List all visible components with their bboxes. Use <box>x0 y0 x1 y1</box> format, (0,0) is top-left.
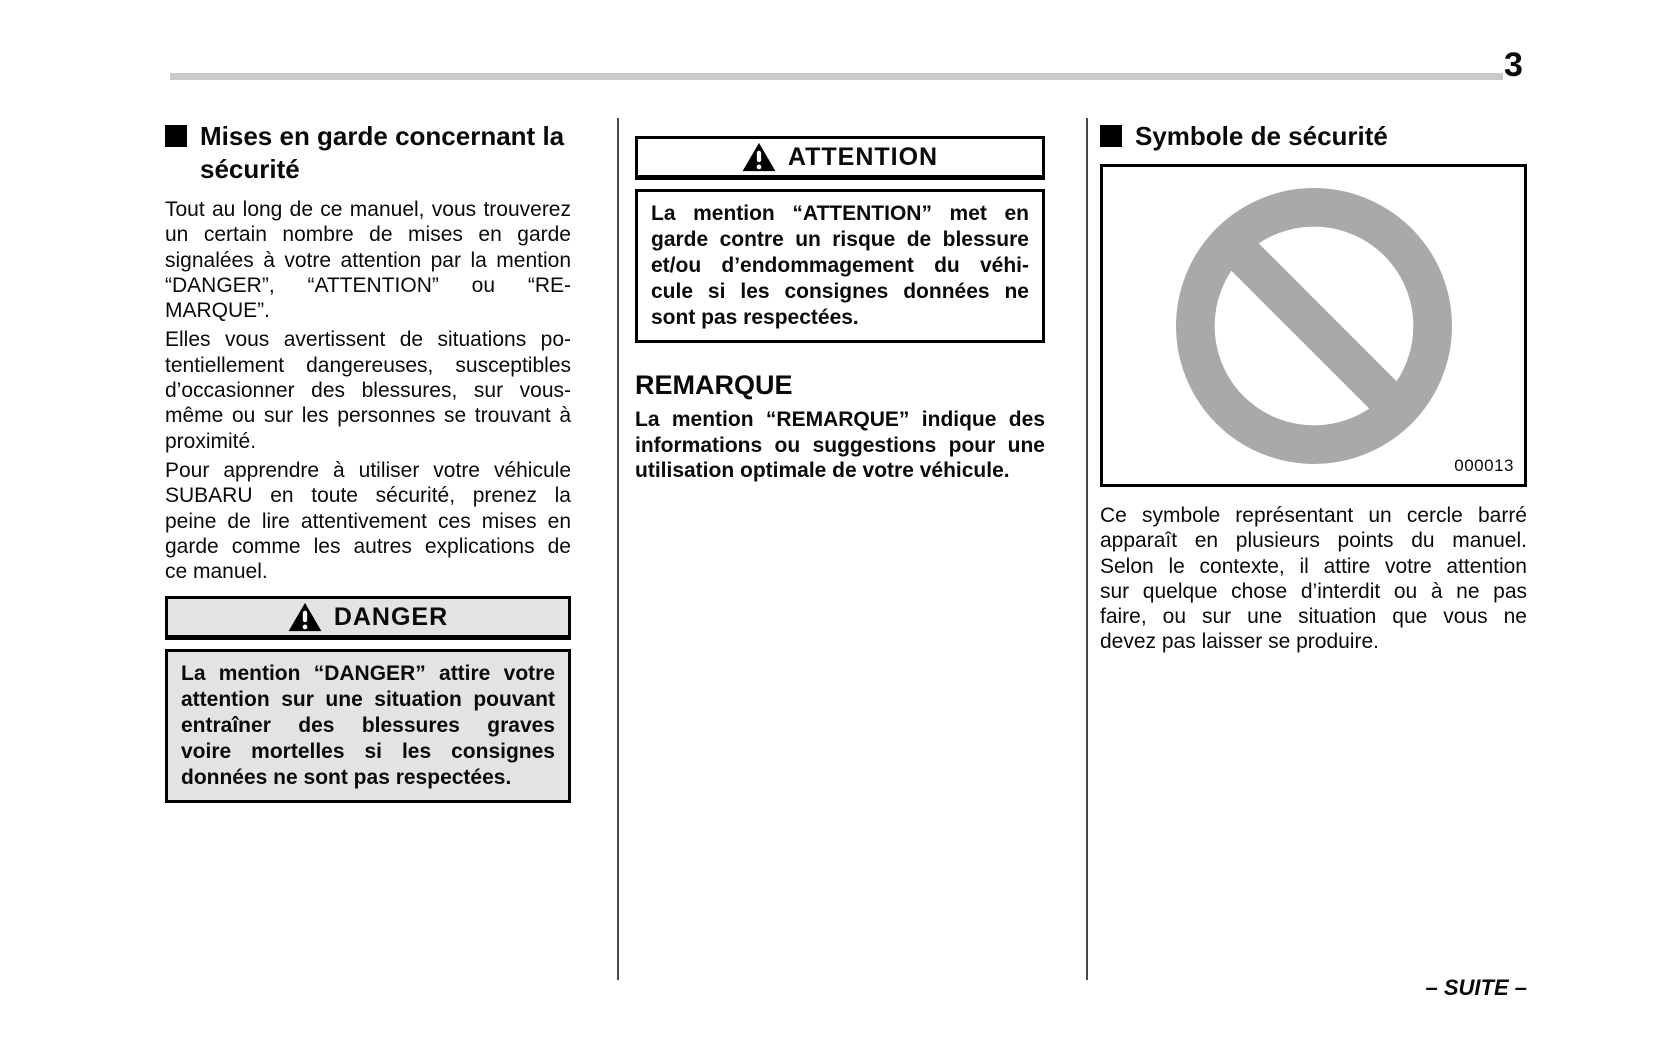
section-heading-mises-en-garde <box>165 120 571 186</box>
section-heading-text: Mises en garde concernant la sécurité <box>200 121 565 184</box>
paragraph-avertissement: Elles vous avertissent de situations po- tentiellement dangereuses, susceptibles d’occasionner des blessures, sur vous- même ou sur les personnes se trouvant à proximité. <box>165 328 571 453</box>
remarque-body: La mention “REMARQUE” indique des informations ou suggestions pour une utilisation optimale de votre véhicule. <box>635 408 1045 483</box>
danger-header-box <box>165 596 571 640</box>
danger-label: DANGER <box>333 602 449 631</box>
remarque-heading: REMARQUE <box>635 370 793 400</box>
section-heading-symbole <box>1100 120 1527 153</box>
danger-body-box: La mention “DANGER” attire votre attention sur une situation pouvant entraîner des blessures graves voire mortelles si les consignes données ne sont pas respectées. <box>165 649 571 803</box>
column-divider <box>617 118 619 980</box>
continuation-marker: – SUITE – <box>1425 975 1527 1000</box>
section-marker-square-icon <box>165 125 187 147</box>
left-column <box>165 120 571 803</box>
attention-label: ATTENTION <box>787 142 939 171</box>
section-heading-text: Symbole de sécurité <box>1135 121 1388 151</box>
attention-header-box <box>635 136 1045 180</box>
header-rule <box>170 73 1503 80</box>
barred-circle-icon <box>1176 188 1452 464</box>
attention-body-box: La mention “ATTENTION” met en garde contre un risque de blessure et/ou d’endommagement du véhi- cule si les consignes données ne sont pas respectées. <box>635 189 1045 343</box>
paragraph-intro: Tout au long de ce manuel, vous trouverez un certain nombre de mises en garde signalées à votre attention par la mention “DANGER”, “ATTENTION” ou “RE- MARQUE”. <box>165 198 571 323</box>
section-marker-square-icon <box>1100 125 1122 147</box>
right-column <box>1100 120 1527 659</box>
figure-caption: 000013 <box>1454 456 1514 475</box>
safety-symbol-figure <box>1100 164 1527 487</box>
warning-triangle-icon <box>288 602 322 632</box>
page-number: 3 <box>1504 46 1523 84</box>
paragraph-symbole: Ce symbole représentant un cercle barré apparaît en plusieurs points du manuel. Selon le contexte, il attire votre attention sur quelque chose d’interdit ou à ne pas faire, ou sur une situation que vous ne devez pas laisser se produire. <box>1100 504 1527 654</box>
middle-column <box>635 124 1045 488</box>
warning-triangle-icon <box>742 142 776 172</box>
paragraph-apprendre: Pour apprendre à utiliser votre véhicule SUBARU en toute sécurité, prenez la peine de lire attentivement ces mises en garde comme les autres explications de ce manuel. <box>165 458 571 584</box>
column-divider <box>1086 118 1088 980</box>
